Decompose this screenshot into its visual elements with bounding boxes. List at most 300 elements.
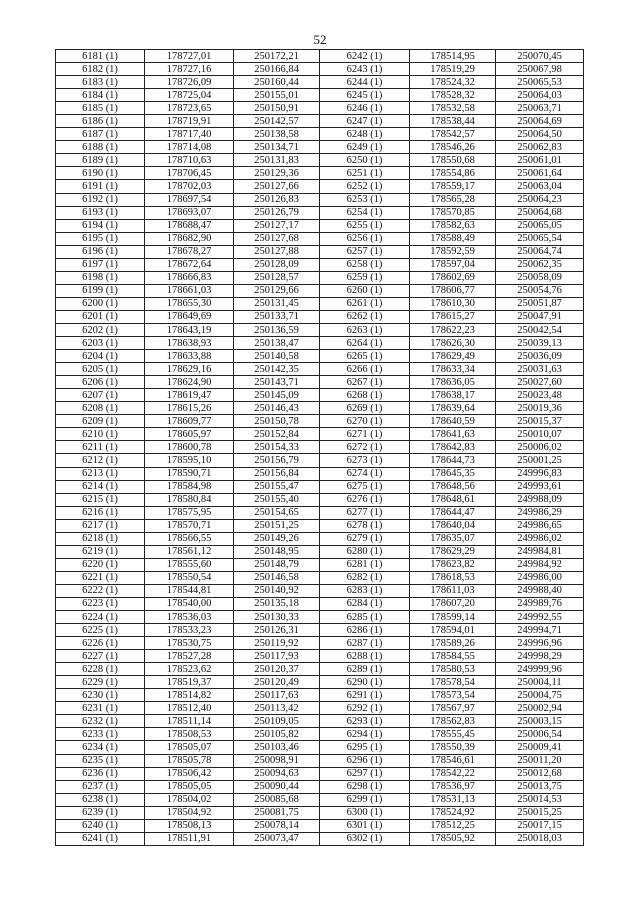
- right-x-coordinate-cell: 178642,83: [410, 441, 496, 454]
- right-x-coordinate-cell: 178635,07: [410, 532, 496, 545]
- right-x-coordinate-cell: 178606,77: [410, 284, 496, 297]
- left-y-coordinate-cell: 250131,83: [234, 154, 320, 167]
- left-y-coordinate-cell: 250078,14: [234, 819, 320, 832]
- right-point-id-cell: 6274 (1): [320, 467, 410, 480]
- right-x-coordinate-cell: 178610,30: [410, 297, 496, 310]
- table-row: [56, 506, 584, 519]
- right-y-coordinate-cell: 249993,61: [496, 480, 584, 493]
- right-y-coordinate-cell: 249986,02: [496, 532, 584, 545]
- left-x-coordinate-cell: 178505,78: [145, 754, 234, 767]
- left-y-coordinate-cell: 250127,17: [234, 219, 320, 232]
- right-x-coordinate-cell: 178602,69: [410, 271, 496, 284]
- left-x-coordinate-cell: 178590,71: [145, 467, 234, 480]
- left-point-id-cell: 6213 (1): [56, 467, 145, 480]
- right-x-coordinate-cell: 178639,64: [410, 402, 496, 415]
- left-point-id-cell: 6185 (1): [56, 102, 145, 115]
- right-point-id-cell: 6263 (1): [320, 323, 410, 336]
- left-x-coordinate-cell: 178609,77: [145, 415, 234, 428]
- right-point-id-cell: 6257 (1): [320, 245, 410, 258]
- right-x-coordinate-cell: 178555,45: [410, 728, 496, 741]
- left-y-coordinate-cell: 250120,37: [234, 663, 320, 676]
- right-y-coordinate-cell: 250006,54: [496, 728, 584, 741]
- right-x-coordinate-cell: 178580,53: [410, 663, 496, 676]
- left-y-coordinate-cell: 250105,82: [234, 728, 320, 741]
- right-y-coordinate-cell: 250051,87: [496, 297, 584, 310]
- table-row: [56, 89, 584, 102]
- left-point-id-cell: 6217 (1): [56, 519, 145, 532]
- left-y-coordinate-cell: 250117,93: [234, 650, 320, 663]
- right-y-coordinate-cell: 250067,98: [496, 63, 584, 76]
- left-y-coordinate-cell: 250081,75: [234, 806, 320, 819]
- left-point-id-cell: 6203 (1): [56, 337, 145, 350]
- right-x-coordinate-cell: 178623,82: [410, 558, 496, 571]
- right-x-coordinate-cell: 178505,92: [410, 832, 496, 845]
- right-x-coordinate-cell: 178546,26: [410, 141, 496, 154]
- table-row: [56, 532, 584, 545]
- right-point-id-cell: 6285 (1): [320, 611, 410, 624]
- right-y-coordinate-cell: 250042,54: [496, 323, 584, 336]
- right-point-id-cell: 6276 (1): [320, 493, 410, 506]
- left-y-coordinate-cell: 250154,65: [234, 506, 320, 519]
- right-y-coordinate-cell: 250054,76: [496, 284, 584, 297]
- right-y-coordinate-cell: 249996,96: [496, 637, 584, 650]
- right-x-coordinate-cell: 178648,56: [410, 480, 496, 493]
- left-x-coordinate-cell: 178672,64: [145, 258, 234, 271]
- table-row: [56, 441, 584, 454]
- left-x-coordinate-cell: 178505,07: [145, 741, 234, 754]
- left-y-coordinate-cell: 250113,42: [234, 702, 320, 715]
- left-y-coordinate-cell: 250154,33: [234, 441, 320, 454]
- right-y-coordinate-cell: 250064,23: [496, 193, 584, 206]
- right-x-coordinate-cell: 178524,32: [410, 76, 496, 89]
- left-point-id-cell: 6232 (1): [56, 715, 145, 728]
- left-point-id-cell: 6211 (1): [56, 441, 145, 454]
- left-y-coordinate-cell: 250143,71: [234, 376, 320, 389]
- right-point-id-cell: 6297 (1): [320, 767, 410, 780]
- right-x-coordinate-cell: 178599,14: [410, 611, 496, 624]
- left-y-coordinate-cell: 250085,68: [234, 793, 320, 806]
- right-point-id-cell: 6242 (1): [320, 50, 410, 63]
- right-y-coordinate-cell: 249986,65: [496, 519, 584, 532]
- right-point-id-cell: 6268 (1): [320, 389, 410, 402]
- right-point-id-cell: 6259 (1): [320, 271, 410, 284]
- left-x-coordinate-cell: 178550,54: [145, 571, 234, 584]
- left-x-coordinate-cell: 178504,92: [145, 806, 234, 819]
- left-point-id-cell: 6212 (1): [56, 454, 145, 467]
- right-point-id-cell: 6255 (1): [320, 219, 410, 232]
- table-row: [56, 545, 584, 558]
- left-point-id-cell: 6199 (1): [56, 284, 145, 297]
- left-x-coordinate-cell: 178714,08: [145, 141, 234, 154]
- left-x-coordinate-cell: 178678,27: [145, 245, 234, 258]
- right-y-coordinate-cell: 249996,83: [496, 467, 584, 480]
- left-x-coordinate-cell: 178702,03: [145, 180, 234, 193]
- left-x-coordinate-cell: 178584,98: [145, 480, 234, 493]
- left-point-id-cell: 6198 (1): [56, 271, 145, 284]
- left-x-coordinate-cell: 178514,82: [145, 689, 234, 702]
- table-row: [56, 115, 584, 128]
- left-point-id-cell: 6190 (1): [56, 167, 145, 180]
- left-point-id-cell: 6229 (1): [56, 676, 145, 689]
- right-y-coordinate-cell: 250012,68: [496, 767, 584, 780]
- left-y-coordinate-cell: 250140,58: [234, 350, 320, 363]
- right-y-coordinate-cell: 250036,09: [496, 350, 584, 363]
- right-x-coordinate-cell: 178565,28: [410, 193, 496, 206]
- table-row: [56, 415, 584, 428]
- table-row: [56, 323, 584, 336]
- right-x-coordinate-cell: 178636,05: [410, 376, 496, 389]
- table-row: [56, 219, 584, 232]
- right-x-coordinate-cell: 178629,29: [410, 545, 496, 558]
- right-point-id-cell: 6270 (1): [320, 415, 410, 428]
- left-y-coordinate-cell: 250117,63: [234, 689, 320, 702]
- left-x-coordinate-cell: 178511,91: [145, 832, 234, 845]
- left-x-coordinate-cell: 178666,83: [145, 271, 234, 284]
- left-point-id-cell: 6192 (1): [56, 193, 145, 206]
- left-point-id-cell: 6220 (1): [56, 558, 145, 571]
- right-y-coordinate-cell: 250019,36: [496, 402, 584, 415]
- right-point-id-cell: 6250 (1): [320, 154, 410, 167]
- right-y-coordinate-cell: 250064,74: [496, 245, 584, 258]
- right-y-coordinate-cell: 250015,25: [496, 806, 584, 819]
- left-y-coordinate-cell: 250126,31: [234, 624, 320, 637]
- table-row: [56, 76, 584, 89]
- left-point-id-cell: 6205 (1): [56, 363, 145, 376]
- left-x-coordinate-cell: 178544,81: [145, 584, 234, 597]
- right-x-coordinate-cell: 178512,25: [410, 819, 496, 832]
- left-x-coordinate-cell: 178693,07: [145, 206, 234, 219]
- table-row: [56, 50, 584, 63]
- right-x-coordinate-cell: 178550,68: [410, 154, 496, 167]
- table-row: [56, 271, 584, 284]
- right-y-coordinate-cell: 250065,53: [496, 76, 584, 89]
- page-number: 52: [313, 32, 327, 47]
- right-point-id-cell: 6244 (1): [320, 76, 410, 89]
- table-row: [56, 493, 584, 506]
- left-x-coordinate-cell: 178570,71: [145, 519, 234, 532]
- right-x-coordinate-cell: 178550,39: [410, 741, 496, 754]
- left-y-coordinate-cell: 250129,66: [234, 284, 320, 297]
- left-y-coordinate-cell: 250126,79: [234, 206, 320, 219]
- right-y-coordinate-cell: 250002,94: [496, 702, 584, 715]
- right-point-id-cell: 6253 (1): [320, 193, 410, 206]
- right-y-coordinate-cell: 250062,35: [496, 258, 584, 271]
- right-point-id-cell: 6251 (1): [320, 167, 410, 180]
- table-row: [56, 819, 584, 832]
- right-point-id-cell: 6300 (1): [320, 806, 410, 819]
- right-x-coordinate-cell: 178607,20: [410, 597, 496, 610]
- left-point-id-cell: 6239 (1): [56, 806, 145, 819]
- left-point-id-cell: 6195 (1): [56, 232, 145, 245]
- table-row: [56, 637, 584, 650]
- left-x-coordinate-cell: 178661,03: [145, 284, 234, 297]
- left-y-coordinate-cell: 250126,83: [234, 193, 320, 206]
- left-point-id-cell: 6234 (1): [56, 741, 145, 754]
- right-point-id-cell: 6271 (1): [320, 428, 410, 441]
- left-y-coordinate-cell: 250155,47: [234, 480, 320, 493]
- left-y-coordinate-cell: 250156,84: [234, 467, 320, 480]
- right-y-coordinate-cell: 249989,76: [496, 597, 584, 610]
- right-point-id-cell: 6281 (1): [320, 558, 410, 571]
- left-point-id-cell: 6219 (1): [56, 545, 145, 558]
- right-y-coordinate-cell: 250003,15: [496, 715, 584, 728]
- table-row: [56, 232, 584, 245]
- left-y-coordinate-cell: 250098,91: [234, 754, 320, 767]
- right-y-coordinate-cell: 250065,05: [496, 219, 584, 232]
- left-point-id-cell: 6210 (1): [56, 428, 145, 441]
- left-point-id-cell: 6184 (1): [56, 89, 145, 102]
- table-row: [56, 780, 584, 793]
- right-point-id-cell: 6284 (1): [320, 597, 410, 610]
- left-x-coordinate-cell: 178566,55: [145, 532, 234, 545]
- table-row: [56, 467, 584, 480]
- right-y-coordinate-cell: 250039,13: [496, 337, 584, 350]
- left-point-id-cell: 6187 (1): [56, 128, 145, 141]
- left-x-coordinate-cell: 178615,26: [145, 402, 234, 415]
- left-x-coordinate-cell: 178555,60: [145, 558, 234, 571]
- table-row: [56, 310, 584, 323]
- right-y-coordinate-cell: 250015,37: [496, 415, 584, 428]
- left-point-id-cell: 6186 (1): [56, 115, 145, 128]
- left-point-id-cell: 6193 (1): [56, 206, 145, 219]
- left-y-coordinate-cell: 250133,71: [234, 310, 320, 323]
- left-y-coordinate-cell: 250146,58: [234, 571, 320, 584]
- right-point-id-cell: 6260 (1): [320, 284, 410, 297]
- left-x-coordinate-cell: 178511,14: [145, 715, 234, 728]
- right-y-coordinate-cell: 249992,55: [496, 611, 584, 624]
- right-x-coordinate-cell: 178528,32: [410, 89, 496, 102]
- right-x-coordinate-cell: 178622,23: [410, 323, 496, 336]
- right-y-coordinate-cell: 250018,03: [496, 832, 584, 845]
- right-y-coordinate-cell: 249984,92: [496, 558, 584, 571]
- left-point-id-cell: 6207 (1): [56, 389, 145, 402]
- table-row: [56, 584, 584, 597]
- left-x-coordinate-cell: 178706,45: [145, 167, 234, 180]
- left-point-id-cell: 6206 (1): [56, 376, 145, 389]
- table-row: [56, 741, 584, 754]
- right-x-coordinate-cell: 178554,86: [410, 167, 496, 180]
- table-row: [56, 141, 584, 154]
- left-y-coordinate-cell: 250109,05: [234, 715, 320, 728]
- left-point-id-cell: 6221 (1): [56, 571, 145, 584]
- left-point-id-cell: 6182 (1): [56, 63, 145, 76]
- left-x-coordinate-cell: 178717,40: [145, 128, 234, 141]
- right-x-coordinate-cell: 178546,61: [410, 754, 496, 767]
- right-x-coordinate-cell: 178589,26: [410, 637, 496, 650]
- table-row: [56, 389, 584, 402]
- right-x-coordinate-cell: 178559,17: [410, 180, 496, 193]
- right-point-id-cell: 6264 (1): [320, 337, 410, 350]
- table-row: [56, 519, 584, 532]
- left-y-coordinate-cell: 250142,57: [234, 115, 320, 128]
- right-x-coordinate-cell: 178644,47: [410, 506, 496, 519]
- right-x-coordinate-cell: 178567,97: [410, 702, 496, 715]
- left-y-coordinate-cell: 250120,49: [234, 676, 320, 689]
- left-x-coordinate-cell: 178600,78: [145, 441, 234, 454]
- left-y-coordinate-cell: 250172,21: [234, 50, 320, 63]
- left-x-coordinate-cell: 178726,09: [145, 76, 234, 89]
- left-point-id-cell: 6241 (1): [56, 832, 145, 845]
- right-point-id-cell: 6249 (1): [320, 141, 410, 154]
- right-x-coordinate-cell: 178524,92: [410, 806, 496, 819]
- right-point-id-cell: 6275 (1): [320, 480, 410, 493]
- right-x-coordinate-cell: 178618,53: [410, 571, 496, 584]
- right-y-coordinate-cell: 250009,41: [496, 741, 584, 754]
- table-row: [56, 284, 584, 297]
- right-point-id-cell: 6245 (1): [320, 89, 410, 102]
- left-y-coordinate-cell: 250152,84: [234, 428, 320, 441]
- right-x-coordinate-cell: 178611,03: [410, 584, 496, 597]
- right-point-id-cell: 6256 (1): [320, 232, 410, 245]
- right-y-coordinate-cell: 249998,29: [496, 650, 584, 663]
- table-row: [56, 754, 584, 767]
- left-x-coordinate-cell: 178638,93: [145, 337, 234, 350]
- table-row: [56, 611, 584, 624]
- right-y-coordinate-cell: 250062,83: [496, 141, 584, 154]
- left-x-coordinate-cell: 178533,23: [145, 624, 234, 637]
- left-y-coordinate-cell: 250149,26: [234, 532, 320, 545]
- right-x-coordinate-cell: 178531,13: [410, 793, 496, 806]
- left-y-coordinate-cell: 250148,79: [234, 558, 320, 571]
- left-y-coordinate-cell: 250128,09: [234, 258, 320, 271]
- left-x-coordinate-cell: 178710,63: [145, 154, 234, 167]
- right-point-id-cell: 6261 (1): [320, 297, 410, 310]
- left-y-coordinate-cell: 250150,78: [234, 415, 320, 428]
- right-point-id-cell: 6279 (1): [320, 532, 410, 545]
- left-y-coordinate-cell: 250156,79: [234, 454, 320, 467]
- left-x-coordinate-cell: 178575,95: [145, 506, 234, 519]
- left-x-coordinate-cell: 178725,04: [145, 89, 234, 102]
- left-x-coordinate-cell: 178629,16: [145, 363, 234, 376]
- right-y-coordinate-cell: 250047,91: [496, 310, 584, 323]
- right-y-coordinate-cell: 249984,81: [496, 545, 584, 558]
- left-point-id-cell: 6183 (1): [56, 76, 145, 89]
- right-x-coordinate-cell: 178597,04: [410, 258, 496, 271]
- right-y-coordinate-cell: 250010,07: [496, 428, 584, 441]
- left-x-coordinate-cell: 178508,53: [145, 728, 234, 741]
- right-point-id-cell: 6295 (1): [320, 741, 410, 754]
- table-row: [56, 624, 584, 637]
- left-x-coordinate-cell: 178519,37: [145, 676, 234, 689]
- right-x-coordinate-cell: 178532,58: [410, 102, 496, 115]
- right-x-coordinate-cell: 178640,04: [410, 519, 496, 532]
- coordinates-table: [55, 49, 584, 846]
- left-x-coordinate-cell: 178508,13: [145, 819, 234, 832]
- right-y-coordinate-cell: 250063,04: [496, 180, 584, 193]
- right-y-coordinate-cell: 250017,15: [496, 819, 584, 832]
- left-y-coordinate-cell: 250136,59: [234, 323, 320, 336]
- right-point-id-cell: 6277 (1): [320, 506, 410, 519]
- left-y-coordinate-cell: 250140,92: [234, 584, 320, 597]
- left-y-coordinate-cell: 250127,66: [234, 180, 320, 193]
- left-point-id-cell: 6208 (1): [56, 402, 145, 415]
- right-x-coordinate-cell: 178626,30: [410, 337, 496, 350]
- left-point-id-cell: 6214 (1): [56, 480, 145, 493]
- right-x-coordinate-cell: 178588,49: [410, 232, 496, 245]
- left-y-coordinate-cell: 250150,91: [234, 102, 320, 115]
- table-row: [56, 337, 584, 350]
- right-x-coordinate-cell: 178648,61: [410, 493, 496, 506]
- right-point-id-cell: 6246 (1): [320, 102, 410, 115]
- right-point-id-cell: 6298 (1): [320, 780, 410, 793]
- right-x-coordinate-cell: 178536,97: [410, 780, 496, 793]
- table-row: [56, 376, 584, 389]
- left-y-coordinate-cell: 250146,43: [234, 402, 320, 415]
- left-point-id-cell: 6235 (1): [56, 754, 145, 767]
- right-y-coordinate-cell: 249999,96: [496, 663, 584, 676]
- right-y-coordinate-cell: 250014,53: [496, 793, 584, 806]
- left-x-coordinate-cell: 178619,47: [145, 389, 234, 402]
- left-x-coordinate-cell: 178536,03: [145, 611, 234, 624]
- right-point-id-cell: 6293 (1): [320, 715, 410, 728]
- right-point-id-cell: 6269 (1): [320, 402, 410, 415]
- left-y-coordinate-cell: 250073,47: [234, 832, 320, 845]
- right-x-coordinate-cell: 178542,57: [410, 128, 496, 141]
- right-y-coordinate-cell: 250064,68: [496, 206, 584, 219]
- right-point-id-cell: 6294 (1): [320, 728, 410, 741]
- left-point-id-cell: 6228 (1): [56, 663, 145, 676]
- left-y-coordinate-cell: 250148,95: [234, 545, 320, 558]
- left-point-id-cell: 6202 (1): [56, 323, 145, 336]
- left-x-coordinate-cell: 178624,90: [145, 376, 234, 389]
- right-x-coordinate-cell: 178538,44: [410, 115, 496, 128]
- left-x-coordinate-cell: 178727,01: [145, 50, 234, 63]
- left-point-id-cell: 6238 (1): [56, 793, 145, 806]
- left-x-coordinate-cell: 178697,54: [145, 193, 234, 206]
- right-y-coordinate-cell: 250023,48: [496, 389, 584, 402]
- right-y-coordinate-cell: 250061,01: [496, 154, 584, 167]
- right-y-coordinate-cell: 250064,03: [496, 89, 584, 102]
- left-y-coordinate-cell: 250103,46: [234, 741, 320, 754]
- left-x-coordinate-cell: 178527,28: [145, 650, 234, 663]
- left-x-coordinate-cell: 178727,16: [145, 63, 234, 76]
- left-x-coordinate-cell: 178655,30: [145, 297, 234, 310]
- left-y-coordinate-cell: 250090,44: [234, 780, 320, 793]
- left-y-coordinate-cell: 250151,25: [234, 519, 320, 532]
- left-y-coordinate-cell: 250130,33: [234, 611, 320, 624]
- right-x-coordinate-cell: 178542,22: [410, 767, 496, 780]
- right-x-coordinate-cell: 178633,34: [410, 363, 496, 376]
- table-row: [56, 558, 584, 571]
- right-y-coordinate-cell: 249994,71: [496, 624, 584, 637]
- left-point-id-cell: 6200 (1): [56, 297, 145, 310]
- left-point-id-cell: 6236 (1): [56, 767, 145, 780]
- right-y-coordinate-cell: 249986,00: [496, 571, 584, 584]
- left-x-coordinate-cell: 178595,10: [145, 454, 234, 467]
- left-x-coordinate-cell: 178530,75: [145, 637, 234, 650]
- table-row: [56, 676, 584, 689]
- table-row: [56, 154, 584, 167]
- right-point-id-cell: 6243 (1): [320, 63, 410, 76]
- table-row: [56, 689, 584, 702]
- table-row: [56, 806, 584, 819]
- right-point-id-cell: 6289 (1): [320, 663, 410, 676]
- left-point-id-cell: 6227 (1): [56, 650, 145, 663]
- table-row: [56, 402, 584, 415]
- left-point-id-cell: 6222 (1): [56, 584, 145, 597]
- right-x-coordinate-cell: 178644,73: [410, 454, 496, 467]
- right-point-id-cell: 6248 (1): [320, 128, 410, 141]
- left-point-id-cell: 6230 (1): [56, 689, 145, 702]
- left-point-id-cell: 6224 (1): [56, 611, 145, 624]
- right-y-coordinate-cell: 250070,45: [496, 50, 584, 63]
- left-point-id-cell: 6194 (1): [56, 219, 145, 232]
- left-point-id-cell: 6189 (1): [56, 154, 145, 167]
- right-x-coordinate-cell: 178629,49: [410, 350, 496, 363]
- left-point-id-cell: 6197 (1): [56, 258, 145, 271]
- left-y-coordinate-cell: 250094,63: [234, 767, 320, 780]
- table-row: [56, 193, 584, 206]
